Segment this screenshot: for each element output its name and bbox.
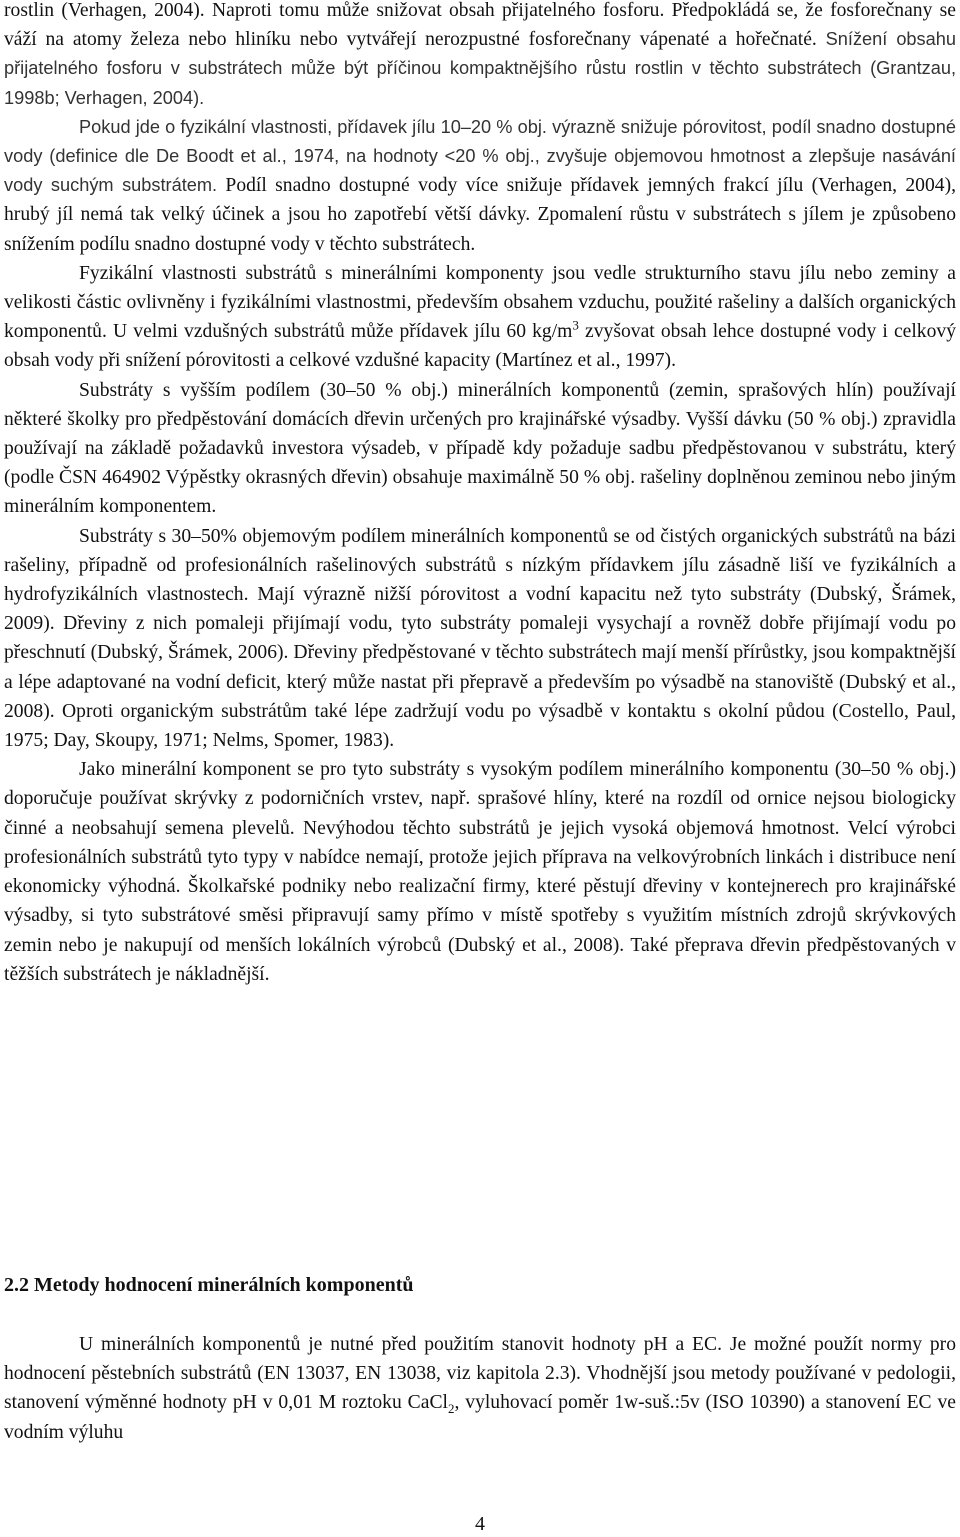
text-run: , vyluhovací poměr 1w-suš.:5v (ISO 10390) a stanovení EC ve vodním výluhu [4,1392,957,1443]
section-2-2-text [4,1330,956,1447]
paragraph [4,259,956,376]
paragraph [4,755,956,989]
paragraph [4,1330,956,1447]
text-run: Pokud jde o fyzikální vlastnosti, přídavek jílu 10–20 % obj. výrazně snižuje pórovitost, podíl snadno dostupné vody (definice dle De Boodt et al., 1974, na hodnoty <20 % obj., zvyšuje objemovou hmotnost a zlepšuje nasávání vody suchým substrátem. [4,116,956,196]
paragraph [4,0,956,113]
text-run: Jako minerální komponent se pro tyto substráty s vysokým podílem minerálního komponentu (30–50 % obj.) doporučuje používat skrývky z podorničních vrstev, např. sprašové hlíny, které na rozdíl od ornice nejsou biologicky činné a neobsahují semena plevelů. Nevýhodou těchto substrátů je jejich vysoká objemová hmotnost. Velcí výrobci profesionálních substrátů tyto typy v nabídce nemají, protože jejich příprava na velkovýrobních linkách i distribuce není ekonomicky výhodná. Školkařské podniky nebo realizační firmy, které pěstují dřeviny v kontejnerech pro krajinářské výsadby, si tyto substrátové směsi připravují samy přímo v místě spotřeby s využitím místních zdrojů skrývkových zemin nebo je nakupují od menších lokálních výrobců (Dubský et al., 2008). Také přeprava dřevin předpěstovaných v těžších substrátech je nákladnější. [4,759,956,985]
text-run: Substráty s vyšším podílem (30–50 % obj.) minerálních komponentů (zemin, sprašových hlín) používají některé školky pro předpěstování domácích dřevin určených pro krajinářské výsadby. Vyšší dávku (50 % obj.) zpravidla používají na základě požadavků investora výsadeb, v případě kdy požaduje sadbu předpěstovanou v substrátu, který (podle ČSN 464902 Výpěstky okrasných dřevin) obsahuje maximálně 50 % obj. rašeliny doplněnou zeminou nebo jiným minerálním komponentem. [4,379,956,518]
text-run: rostlin (Verhagen, 2004). Naproti tomu může snižovat obsah přijatelného fosforu. Předpokládá se, že fosforečnany se váží na atomy železa nebo hliníku nebo vytvářejí nerozpustné fosforečnany vápenaté a hořečnaté. [4,0,956,51]
text-run: Podíl snadno dostupné vody více snižuje přídavek jemných frakcí jílu (Verhagen, 2004), hrubý jíl nemá tak velký účinek a jsou ho zapotřebí větší dávky. Zpomalení růstu v substrátech s jílem je způsobeno snížením podílu snadno dostupné vody v těchto substrátech. [4,175,956,255]
text-run: Substráty s 30–50% objemovým podílem minerálních komponentů se od čistých organických substrátů na bázi rašeliny, případně od profesionálních rašelinových substrátů s nízkým přídavkem jílu zásadně liší ve fyzikálních a hydrofyzikálních vlastnostech. Mají výrazně nižší pórovitost a vodní kapacitu než tyto substráty (Dubský, Šrámek, 2009). Dřeviny z nich pomaleji přijímají vodu, tyto substráty pomaleji vysychají a rovněž dobře přijímají vodu po přeschnutí (Dubský, Šrámek, 2006). Dřeviny předpěstované v těchto substrátech mají menší přírůstky, jsou kompaktnější a lépe adaptované na vodní deficit, který může nastat při přepravě a především po výsadbě na stanoviště (Dubský et al., 2008). Oproti organickým substrátům také lépe zadržují vodu po výsadbě v kontaktu s okolní půdou (Costello, Paul, 1975; Day, Skoupy, 1971; Nelms, Spomer, 1983). [4,525,956,752]
paragraph [4,113,956,259]
text-run: zvyšovat obsah lehce dostupné vody i celkový obsah vody při snížení pórovitosti a celkové vzdušné kapacity (Martínez et al., 1997). [4,321,956,372]
body-text [4,0,956,989]
text-run: U minerálních komponentů je nutné před použitím stanovit hodnoty pH a EC. Je možné použít normy pro hodnocení pěstebních substrátů (EN 13037, EN 13038, viz kapitola 2.3). Vhodnější jsou metody používané v pedologii, stanovení výměnné hodnoty pH v 0,01 M roztoku CaCl [4,1334,956,1414]
text-run: Fyzikální vlastnosti substrátů s minerálními komponenty jsou vedle strukturního stavu jílu nebo zeminy a velikosti částic ovlivněny i fyzikálními vlastnostmi, především obsahem vzduchu, použité rašeliny a dalších organických komponentů. U velmi vzdušných substrátů může přídavek jílu 60 kg/m [4,262,956,343]
paragraph [4,522,956,756]
subscript: 2 [447,1401,455,1417]
superscript: 3 [572,317,579,333]
section-heading: 2.2 Metody hodnocení minerálních komponentů [4,1274,414,1296]
paragraph [4,376,956,522]
text-run: Snížení obsahu přijatelného fosforu v substrátech může být příčinou kompaktnějšího růstu rostlin v těchto substrátech (Grantzau, 1998b; Verhagen, 2004). [4,29,956,108]
page-number: 4 [475,1513,485,1535]
document-page [4,0,956,1537]
